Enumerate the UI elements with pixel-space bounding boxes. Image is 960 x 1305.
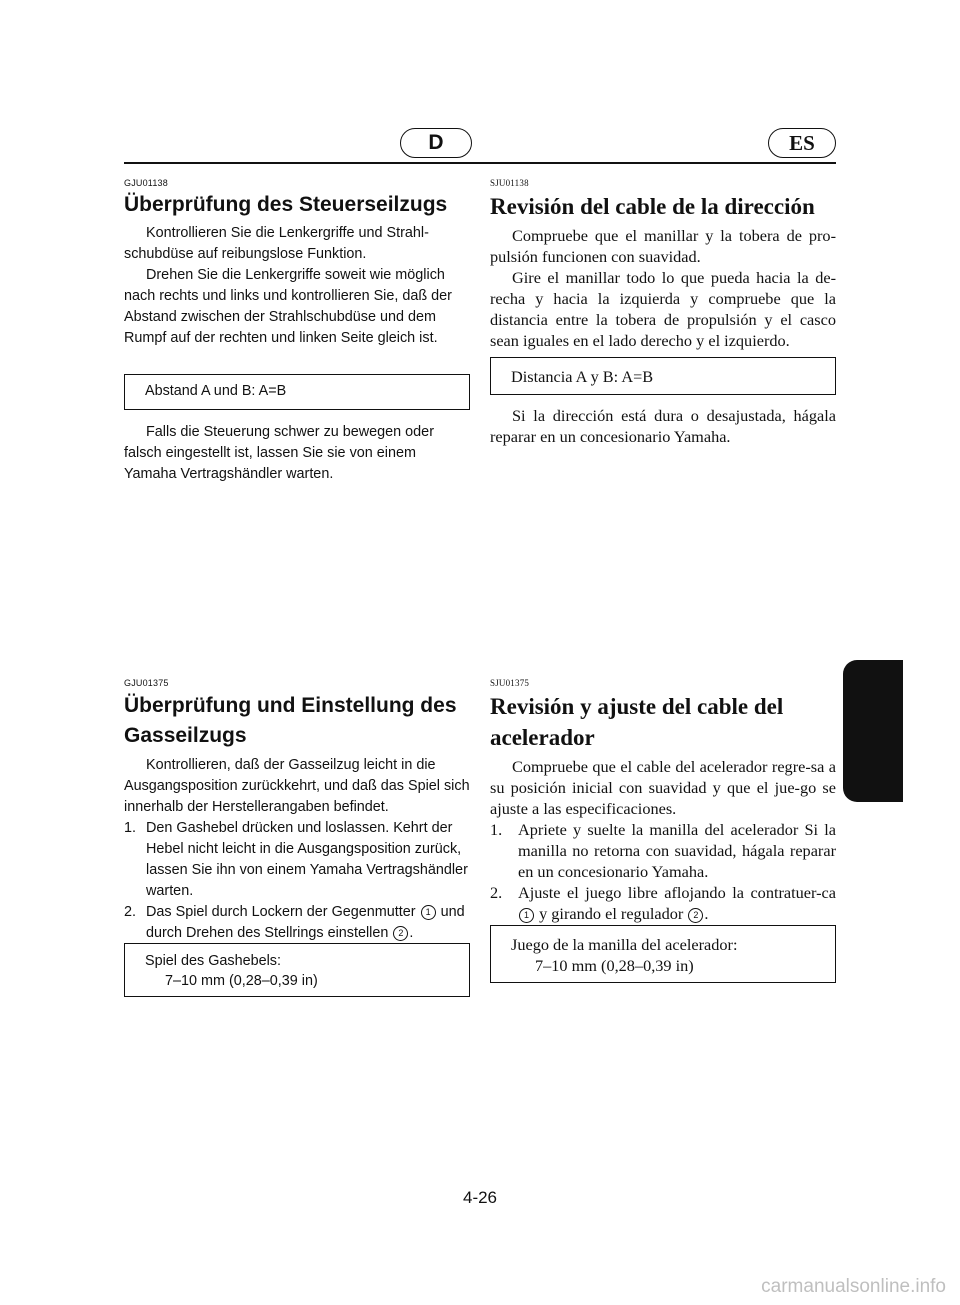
section-title: Revisión del cable de la dirección <box>490 194 815 219</box>
spec-value: 7–10 mm (0,28–0,39 in) <box>165 973 318 989</box>
paragraph: Kontrollieren Sie die Lenkergriffe und Strahl-schubdüse auf reibungslose Funktion. <box>124 225 429 262</box>
section-code: SJU01375 <box>490 678 530 688</box>
chapter-tab <box>843 660 903 802</box>
spec-label: Distancia A y B: A=B <box>511 367 654 386</box>
section-code: SJU01138 <box>490 178 529 188</box>
spec-label: Juego de la manilla del acelerador: <box>511 935 738 954</box>
header-rule <box>124 162 836 164</box>
spec-box <box>124 374 470 410</box>
language-badge-de: D <box>400 128 472 158</box>
list-text: Das Spiel durch Lockern der Gegenmutter 1 und durch Drehen des Stellrings einstellen 2 . <box>146 904 465 941</box>
de-steering-note <box>124 422 470 485</box>
spec-label: Abstand A und B: A=B <box>145 383 287 399</box>
list-text-part: Ajuste el juego libre aflojando la contratuer-ca <box>518 883 836 902</box>
de-steering-section <box>124 178 470 349</box>
callout-marker-2: 2 <box>688 908 703 923</box>
watermark: carmanualsonline.info <box>761 1276 946 1297</box>
paragraph: Compruebe que el cable del acelerador regre-sa a su posición inicial con suavidad y que el jue-go se ajuste a las especificaciones. <box>490 757 836 818</box>
list-item <box>490 882 836 924</box>
paragraph: Kontrollieren, daß der Gasseilzug leicht in die Ausgangsposition zurückkehrt, und daß das Spiel sich innerhalb der Herstellerangaben befindet. <box>124 757 470 815</box>
section-code: GJU01138 <box>124 178 168 188</box>
section-code: GJU01375 <box>124 678 169 688</box>
list-number: 1. <box>124 820 137 836</box>
page-number: 4-26 <box>462 1188 498 1207</box>
list-number: 2. <box>124 904 137 920</box>
spec-value: 7–10 mm (0,28–0,39 in) <box>535 956 694 975</box>
list-item <box>124 818 470 902</box>
es-throttle-section <box>490 678 836 924</box>
list-number: 2. <box>490 883 503 902</box>
spec-box <box>490 357 836 395</box>
list-item <box>490 819 836 882</box>
paragraph: Gire el manillar todo lo que pueda hacia la de-recha y hacia la izquierda y compruebe que la distancia entre la tobera de propulsión y el casco sean iguales en el lado derecho y el izquierdo. <box>490 268 836 350</box>
paragraph: Falls die Steuerung schwer zu bewegen oder falsch eingestellt ist, lassen Sie sie von einem Yamaha Vertragshändler warten. <box>124 424 434 482</box>
list-text: Ajuste el juego libre aflojando la contratuer-ca 1 y girando el regulador 2 . <box>518 883 836 923</box>
callout-marker-2: 2 <box>393 926 408 941</box>
spec-box <box>490 925 836 983</box>
section-title: Überprüfung des Steuerseilzugs <box>124 193 448 216</box>
list-text-part: und durch Drehen des Stellrings einstellen <box>146 904 465 941</box>
list-text-part: Das Spiel durch Lockern der Gegenmutter <box>146 904 416 920</box>
list-number: 1. <box>490 820 503 839</box>
section-title: Revisión y ajuste del cable del acelerador <box>490 694 784 750</box>
paragraph: Compruebe que el manillar y la tobera de pro-pulsión funcionen con suavidad. <box>490 226 836 266</box>
callout-marker-1: 1 <box>519 908 534 923</box>
paragraph: Si la dirección está dura o desajustada, hágala reparar en un concesionario Yamaha. <box>490 406 836 446</box>
language-badge-es: ES <box>768 128 836 158</box>
paragraph: Drehen Sie die Lenkergriffe soweit wie möglich nach rechts und links und kontrollieren Sie, daß der Abstand zwischen der Strahlschubdüse und dem Rumpf auf der rechten und linken Seite gleich ist. <box>124 267 452 346</box>
list-text-part: y girando el regulador <box>539 904 684 923</box>
spec-label: Spiel des Gashebels: <box>145 953 281 969</box>
list-text: Den Gashebel drücken und loslassen. Kehrt der Hebel nicht leicht in die Ausgangsposition zurück, lassen Sie ihn von einem Yamaha Vertragshändler warten. <box>146 820 468 899</box>
section-title: Überprüfung und Einstellung des Gasseilzugs <box>124 694 457 747</box>
es-steering-note <box>490 405 836 447</box>
list-item <box>124 902 470 944</box>
spec-box <box>124 943 470 997</box>
list-text: Apriete y suelte la manilla del acelerador Si la manilla no retorna con suavidad, hágala reparar en un concesionario Yamaha. <box>518 820 836 881</box>
es-steering-section <box>490 178 836 351</box>
callout-marker-1: 1 <box>421 905 436 920</box>
de-throttle-section <box>124 678 470 944</box>
